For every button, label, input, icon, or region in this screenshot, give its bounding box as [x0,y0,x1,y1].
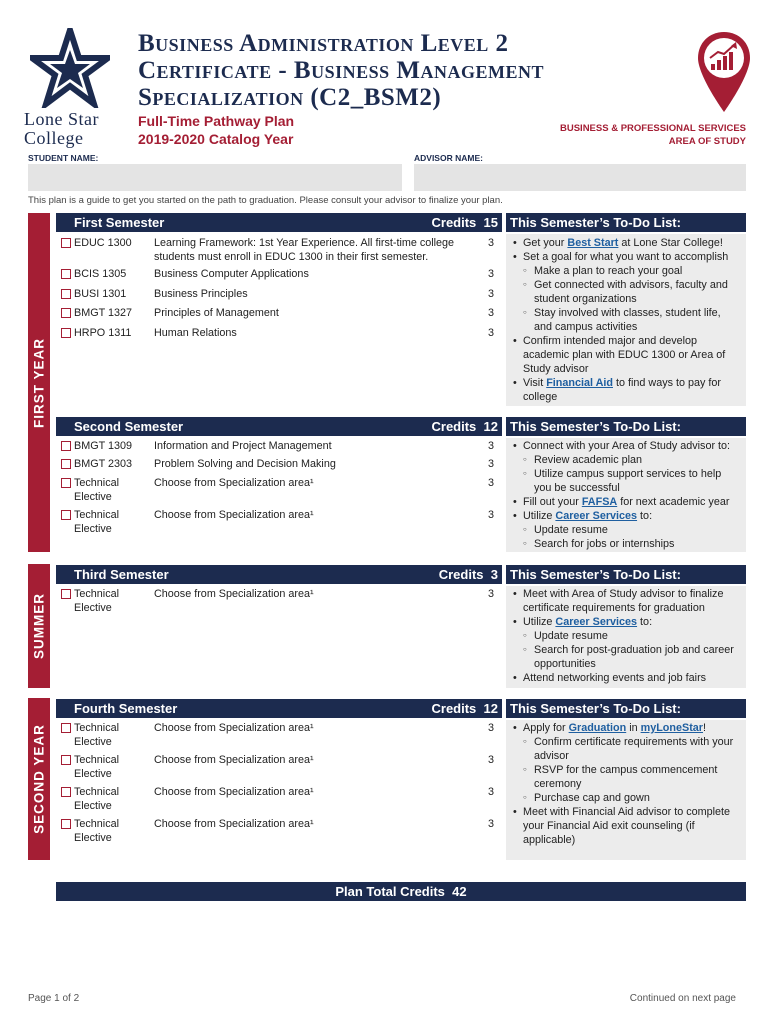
course-description: Choose from Specialization area¹ [154,786,314,798]
financial-aid-link[interactable]: Financial Aid [546,377,613,389]
todo-header: This Semester’s To-Do List: [506,213,746,232]
course-checkbox[interactable] [61,510,71,520]
course-checkbox[interactable] [61,441,71,451]
semester-credits [432,419,499,434]
todo-subitem: ○ Utilize campus support services to help you be successful [510,467,735,495]
total-value: 42 [452,884,467,899]
course-credits: 3 [487,722,494,734]
semester-name: Third Semester [74,567,169,582]
credits-label: Credits [431,215,477,230]
semester-credits [432,701,499,716]
todo-item: • Meet with Area of Study advisor to finalize certificate requirements for graduation [510,587,735,615]
course-credits: 3 [487,509,494,521]
student-name-field[interactable] [28,164,402,191]
course-credits: 3 [487,818,494,830]
title-line-1: Business Administration Level 2 [138,30,509,57]
career-services-link[interactable]: Career Services [555,616,638,628]
continued-note: Continued on next page [629,993,736,1004]
credits-value: 3 [490,567,498,582]
course-description: Business Computer Applications [154,268,309,280]
page-title [138,30,544,111]
subtitle [138,112,294,148]
semester-name: First Semester [74,215,165,230]
course-credits: 3 [487,327,494,339]
course-description: Information and Project Management [154,440,332,452]
course-checkbox[interactable] [61,787,71,797]
credits-label: Credits [431,419,477,434]
logo-line-2: College [24,128,84,148]
course-code: Technical Elective [74,722,120,748]
course-checkbox[interactable] [61,819,71,829]
course-code: Technical Elective [74,754,120,780]
course-credits: 3 [487,477,494,489]
area-line-2: AREA OF STUDY [668,136,746,147]
course-description: Choose from Specialization area¹ [154,477,314,489]
todo-item: • Set a goal for what you want to accomplish [510,250,735,264]
course-code: EDUC 1300 [74,237,132,249]
course-code: BUSI 1301 [74,288,127,300]
course-description: Problem Solving and Decision Making [154,458,336,470]
course-code: Technical Elective [74,786,120,812]
fafsa-link[interactable]: FAFSA [581,496,618,508]
course-checkbox[interactable] [61,308,71,318]
todo-subitem: ○ Get connected with advisors, faculty and student organizations [510,278,735,306]
todo-subitem: ○ Update resume [510,629,735,643]
todo-header: This Semester’s To-Do List: [506,417,746,436]
todo-item: • Confirm intended major and develop academic plan with EDUC 1300 or Area of Study advisor [510,334,735,376]
course-description: Choose from Specialization area¹ [154,754,314,766]
course-code: HRPO 1311 [74,327,132,339]
credits-value: 15 [483,215,498,230]
intro-text: This plan is a guide to get you started on the path to graduation. Please consult your advisor to finalize your plan. [28,195,503,206]
course-credits: 3 [487,237,494,249]
semester-header [56,213,502,232]
todo-subitem: ○ Review academic plan [510,453,735,467]
course-code: BMGT 1309 [74,440,133,452]
todo-item: • Utilize Career Services to: [510,615,735,629]
todo-item: • Utilize Career Services to: [510,509,735,523]
page-number: Page 1 of 2 [28,993,80,1004]
credits-value: 12 [483,701,498,716]
area-map-pin-icon [696,30,752,119]
todo-subitem: ○ RSVP for the campus commencement ceremony [510,763,735,791]
course-description: Human Relations [154,327,237,339]
course-code: Technical Elective [74,818,120,844]
course-credits: 3 [487,786,494,798]
todo-item: • Attend networking events and job fairs [510,671,735,685]
subtitle-line-1: Full-Time Pathway Plan [138,113,295,129]
course-code: BMGT 2303 [74,458,133,470]
course-credits: 3 [487,307,494,319]
credits-label: Credits [438,567,484,582]
course-checkbox[interactable] [61,269,71,279]
todo-item: • Apply for Graduation in myLoneStar! [510,721,735,735]
graduation-link[interactable]: Graduation [568,722,627,734]
course-credits: 3 [487,588,494,600]
course-credits: 3 [487,754,494,766]
area-of-study [560,122,746,148]
todo-list [510,236,735,404]
best-start-link[interactable]: Best Start [567,237,619,249]
credits-value: 12 [483,419,498,434]
semester-name: Second Semester [74,419,184,434]
first-year-bar [28,213,50,552]
advisor-name-field[interactable] [414,164,746,191]
course-checkbox[interactable] [61,589,71,599]
todo-item: • Get your Best Start at Lone Star College! [510,236,735,250]
todo-list [510,587,735,685]
course-checkbox[interactable] [61,289,71,299]
logo-line-1: Lone Star [24,109,99,129]
student-name-label: STUDENT NAME: [28,153,99,163]
course-checkbox[interactable] [61,723,71,733]
todo-item: • Meet with Financial Aid advisor to complete your Financial Aid exit counseling (if applicable) [510,805,735,847]
course-description: Choose from Specialization area¹ [154,588,314,600]
title-line-2: Certificate - Business Management [138,57,545,84]
course-checkbox[interactable] [61,478,71,488]
summer-label: SUMMER [31,593,47,659]
course-checkbox[interactable] [61,755,71,765]
course-description: Choose from Specialization area¹ [154,818,314,830]
advisor-name-label: ADVISOR NAME: [414,153,483,163]
course-checkbox[interactable] [61,328,71,338]
course-description: Learning Framework: 1st Year Experience. All first-time college students must enroll in EDUC 1300 in their first semester. [154,237,455,263]
semester-header [56,565,502,584]
todo-header: This Semester’s To-Do List: [506,565,746,584]
star-icon [30,28,110,108]
course-code: Technical Elective [74,588,120,614]
todo-subitem: ○ Update resume [510,523,735,537]
todo-subitem: ○ Stay involved with classes, student life, and campus activities [510,306,735,334]
title-line-3: Specialization (C2_BSM2) [138,84,442,111]
second-year-bar [28,698,50,860]
mylonestar-link[interactable]: myLoneStar [640,722,704,734]
semester-credits [432,215,499,230]
course-credits: 3 [487,458,494,470]
todo-subitem: ○ Purchase cap and gown [510,791,735,805]
second-year-label: SECOND YEAR [31,724,47,834]
first-year-label: FIRST YEAR [31,337,47,428]
todo-subitem: ○ Confirm certificate requirements with your advisor [510,735,735,763]
course-description: Choose from Specialization area¹ [154,722,314,734]
course-description: Business Principles [154,288,248,300]
course-code: BMGT 1327 [74,307,133,319]
course-code: Technical Elective [74,477,120,503]
course-credits: 3 [487,440,494,452]
todo-list [510,721,735,847]
course-code: Technical Elective [74,509,120,535]
summer-bar [28,564,50,688]
semester-header [56,699,502,718]
semester-name: Fourth Semester [74,701,178,716]
course-checkbox[interactable] [61,238,71,248]
course-description: Choose from Specialization area¹ [154,509,314,521]
semester-credits [439,567,498,582]
semester-header [56,417,502,436]
course-credits: 3 [487,288,494,300]
plan-total-credits [56,882,746,901]
subtitle-line-2: 2019-2020 Catalog Year [138,131,294,147]
area-line-1: BUSINESS & PROFESSIONAL SERVICES [560,123,746,134]
course-checkbox[interactable] [61,459,71,469]
career-services-link[interactable]: Career Services [555,510,638,522]
course-code: BCIS 1305 [74,268,127,280]
todo-item: • Connect with your Area of Study advisor to: [510,439,735,453]
credits-label: Credits [431,701,477,716]
total-label: Plan Total Credits [335,884,445,899]
todo-subitem: ○ Make a plan to reach your goal [510,264,735,278]
todo-subitem: ○ Search for jobs or internships [510,537,735,551]
course-credits: 3 [487,268,494,280]
todo-list [510,439,735,551]
todo-item: • Visit Financial Aid to find ways to pay for college [510,376,735,404]
todo-header: This Semester’s To-Do List: [506,699,746,718]
lone-star-college-logo [22,28,122,153]
todo-subitem: ○ Search for post-graduation job and career opportunities [510,643,735,671]
todo-item: • Fill out your FAFSA for next academic year [510,495,735,509]
course-description: Principles of Management [154,307,279,319]
